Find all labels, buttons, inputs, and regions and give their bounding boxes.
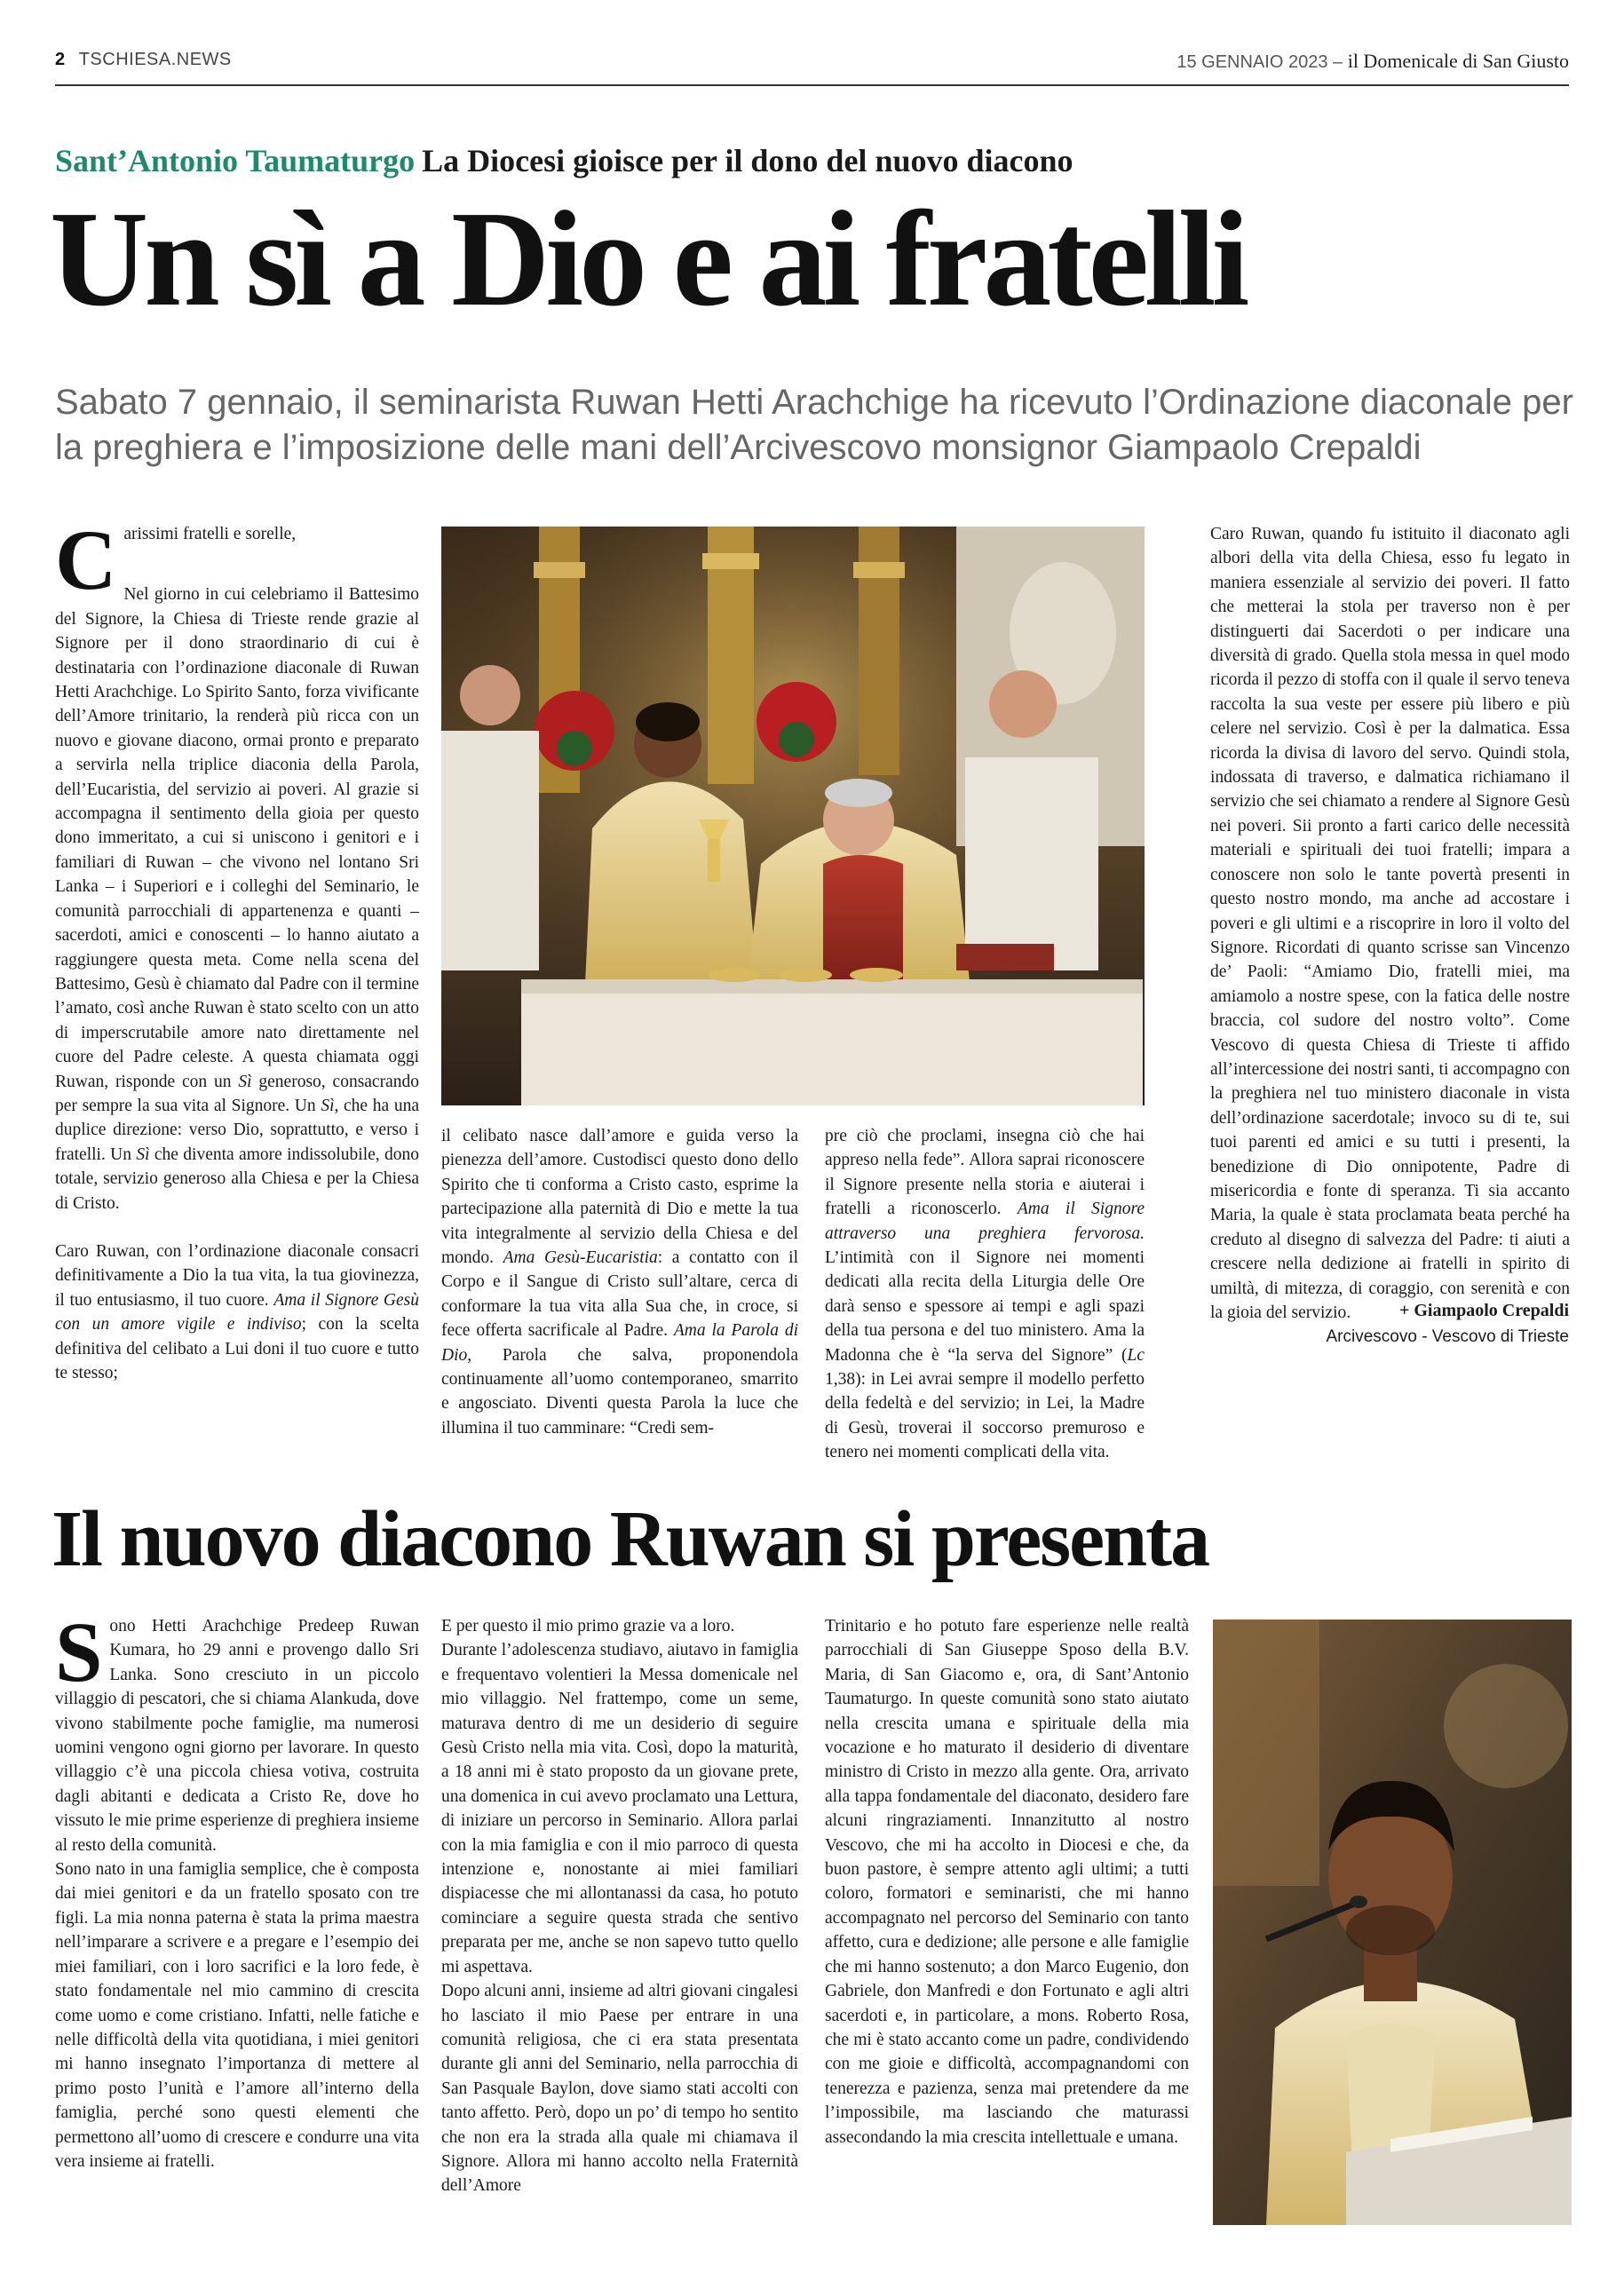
issue-info <box>1176 50 1569 73</box>
site-name: TSCHIESA.NEWS <box>78 50 232 69</box>
kicker <box>55 142 1073 179</box>
article-column-4 <box>1210 522 1570 1325</box>
paragraph: Caro Ruwan, quando fu istituito il diaconato agli albori della vita della Chiesa, esso fu legato in maniera essenziale al servizio dei poveri. Il fatto che metterai la stola per traverso non è per distinguerti dai Sacerdoti o per indicare una diversità di grado. Quella stola messa in quel modo ricorda il pezzo di stoffa con il quale il servo teneva raccolta la sua veste per essere più libero e più celere nel servizio. Così è per la dalmatica. Essa ricorda la divisa di lavoro del servo. Quindi stola, indossata di traverso, e dalmatica richiamano il servizio che sei chiamato a rendere al Signore Gesù nei poveri. Sii pronto a farti carico delle necessità materiali e spirituali dei tuoi fratelli; impara a conoscere non solo le tante povertà presenti in questo nostro mondo, ma anche ad accostare i poveri e gli ultimi e a riscoprire in loro il volto del Signore. Ricordati di quanto scrisse san Vincenzo de’ Paoli: “Amiamo Dio, fratelli miei, ma amiamolo a nostre spese, con la fatica delle nostre braccia, col sudore del nostro volto”. Come Vescovo di questa Chiesa di Trieste ti affido all’intercessione dei nostri santi, ti accompagno con la preghiera nel tuo ministero diaconale in vista dell’ordinazione sacerdotale; invoco su di te, sui tuoi parenti ed amici e su tutti i presenti, la benedizione di Dio onnipotente, Padre di misericordia e fonte di speranza. Ti sia accanto Maria, la quale è stata proclamata beata perché ha creduto al disegno di salvezza del Padre: ti aiuti a crescere nella dedizione ai fratelli in spirito di umiltà, di mitezza, di coraggio, con serenità e con la gioia del servizio. <box>1210 525 1570 1322</box>
signature-role: Arcivescovo - Vescovo di Trieste <box>1326 1327 1569 1346</box>
deacon-portrait-photo <box>1213 1620 1572 2225</box>
bio-column-2 <box>441 1614 798 2198</box>
paragraph: E per questo il mio primo grazie va a loro. <box>441 1617 735 1635</box>
paragraph: Nel giorno in cui celebriamo il Battesimo del Signore, la Chiesa di Trieste rende grazie al Signore per il dono straordinario di cui è destinataria con l’ordinazione diaconale di Ruwan Hetti Arachchige. Lo Spirito Santo, forza vivificante dell’Amore trinitario, la renderà più ricca con un nuovo e giovane diacono, ormai pronto e preparato a servirla nella triplice diaconia della Parola, dell’Eucaristia, del servizio ai poveri. Al grazie si accompagna il sentimento della gioia per questo dono immeritato, a cui si uniscono i genitori e i familiari di Ruwan – che vivono nel lontano Sri Lanka – i Superiori e i colleghi del Seminario, le comunità parrocchiali di appartenenza e quanti – sacerdoti, amici e conoscenti – lo hanno aiutato a raggiungere questa meta. Come nella scena del Battesimo, Gesù è chiamato dal Padre con il termine l’amato, così anche Ruwan è stato scelto con un atto di imperscrutabile amore nato direttamente nel cuore del Padre celeste. A questa chiamata oggi Ruwan, risponde con un Sì generoso, consacrando per sempre la sua vita al Signore. Un Sì, che ha una duplice direzione: verso Dio, soprattutto, e verso i fratelli. Un Sì che diventa amore indissolubile, dono totale, servizio generoso alla Chiesa e per la Chiesa di Cristo. <box>55 585 419 1213</box>
drop-cap: S <box>55 1604 103 1699</box>
paragraph: pre ciò che proclami, insegna ciò che hai appreso nella fede”. Allora saprai riconoscere il Signore presente nella storia e aiuterai i fratelli a riconoscerlo. Ama il Signore attraverso una preghiera fervorosa. L’intimità con il Signore nei momenti dedicati alla recita della Liturgia delle Ore darà senso e spessore ai tempi e agli spazi della tua persona e del tuo ministero. Ama la Madonna che è “la serva del Signore” (Lc 1,38): in Lei avrai sempre il modello perfetto della fedeltà e del servizio; in Lei, la Madre di Gesù, troverai il soccorso premuroso e tenero nei momenti complicati della vita. <box>825 1127 1145 1462</box>
deck: Sabato 7 gennaio, il seminarista Ruwan Hetti Arachchige ha ricevuto l’Ordinazione diaconale per la preghiera e l’imposizione delle mani dell’Arcivescovo monsignor Giampaolo Crepaldi <box>55 383 1573 467</box>
bio-column-1 <box>55 1604 419 2174</box>
article-column-2 <box>441 1124 798 1440</box>
article-column-3 <box>825 1124 1145 1465</box>
running-header <box>55 50 1569 82</box>
article-column-1 <box>55 512 419 1385</box>
headline: Un sì a Dio e ai fratelli <box>50 184 1246 335</box>
page-number: 2 <box>55 50 66 69</box>
kicker-text: La Diocesi gioisce per il dono del nuovo diacono <box>422 143 1073 178</box>
drop-cap: C <box>55 512 117 607</box>
issue-date: 15 GENNAIO 2023 <box>1176 52 1328 72</box>
header-rule <box>55 84 1569 86</box>
publication-name: il Domenicale di San Giusto <box>1347 50 1569 72</box>
section-tag: Sant’Antonio Taumaturgo <box>55 143 416 178</box>
ordination-photo <box>441 527 1145 1105</box>
separator: – <box>1333 52 1343 72</box>
paragraph: Caro Ruwan, con l’ordinazione diaconale consacri definitivamente a Dio la tua vita, la tua giovinezza, il tuo entusiasmo, il tuo cuore. Ama il Signore Gesù con un amore vigile e indiviso; con la scelta definitiva del celibato a Lui doni il tuo cuore e tutto te stesso; <box>55 1241 419 1382</box>
paragraph: il celibato nasce dall’amore e guida verso la pienezza dell’amore. Custodisci questo dono dello Spirito che ti conforma a Cristo casto, esprime la partecipazione alla paternità di Dio e mette la tua vita integralmente al servizio della Chiesa e del mondo. Ama Gesù-Eucaristia: a contatto con il Corpo e il Sangue di Cristo sull’altare, cerca di conformare la tua vita alla Sua che, in croce, si fece offerta sacrificale al Padre. Ama la Parola di Dio, Parola che salva, proponendola continuamente all’uomo contemporaneo, smarrito e angosciato. Diventi questa Parola la luce che illumina il tuo camminare: “Credi sem- <box>441 1127 799 1437</box>
second-headline: Il nuovo diacono Ruwan si presenta <box>51 1495 1209 1583</box>
bio-column-3 <box>825 1614 1189 2150</box>
signature-name: + Giampaolo Crepaldi <box>1398 1301 1569 1320</box>
greeting: arissimi fratelli e sorelle, <box>123 525 297 543</box>
paragraph: Trinitario e ho potuto fare esperienze nelle realtà parrocchiali di San Giuseppe Sposo della B.V. Maria, di San Giacomo e, ora, di Sant’Antonio Taumaturgo. In queste comunità sono stato aiutato nella crescita umana e spirituale della mia vocazione e ho maturato il desiderio di diventare ministro di Cristo in mezzo alla gente. Ora, arrivato alla tappa fondamentale del diaconato, desidero fare alcuni ringraziamenti. Innanzitutto al nostro Vescovo, che mi ha accolto in Diocesi e che, da buon pastore, è sempre attento agli ultimi; a tutti coloro, formatori e seminaristi, che mi hanno accompagnato nel percorso del Seminario con tanto affetto, cura e dedizione; alle persone e alle famiglie che mi hanno sostenuto; a don Marco Eugenio, don Gabriele, don Manfredi e don Fortunato e agli altri sacerdoti e, in particolare, a mons. Roberto Rosa, che mi è stato accanto come un padre, condividendo con me gioie e difficoltà, accompagnandomi con tenerezza e pazienza, senza mai pretendere da me l’impossibile, ma lasciando che maturassi assecondando la mia crescita intellettuale e umana. <box>825 1617 1189 2147</box>
paragraph: Sono nato in una famiglia semplice, che è composta dai miei genitori e da un fratello sposato con tre figli. La mia nonna paterna è stata la prima maestra nell’imparare a scrivere e a pregare e l’esempio dei miei familiari, con i loro sacrifici e la loro fede, è stato fondamentale nel mio cammino di crescita come uomo e come cristiano. Infatti, nelle fatiche e nelle difficoltà della vita quotidiana, i miei genitori mi hanno insegnato l’importanza di mettere al primo posto l’unità e l’amore all’interno della famiglia, perché sono questi elementi che permettono all’uomo di crescere e condurre una vita vera insieme ai fratelli. <box>55 1860 419 2171</box>
paragraph: Durante l’adolescenza studiavo, aiutavo in famiglia e frequentavo volentieri la Messa domenicale nel mio villaggio. Nel frattempo, come un seme, maturava dentro di me un desiderio di seguire Gesù Cristo nella mia vita. Così, dopo la maturità, a 18 anni mi è stato proposto da un giovane prete, una domenica in cui avevo proclamato una Lettura, di iniziare un percorso in Seminario. Allora parlai con la mia famiglia e con il mio parroco di questa intenzione e, nonostante ai miei familiari dispiacesse che mi allontanassi da casa, ho potuto cominciare a seguire questa strada che sentivo preparata per me, anche se non sapevo tutto quello mi aspettava. <box>441 1641 798 1976</box>
signature <box>1327 1298 1570 1350</box>
paragraph: ono Hetti Arachchige Predeep Ruwan Kumara, ho 29 anni e provengo dallo Sri Lanka. Sono cresciuto in un piccolo villaggio di pescatori, che si chiama Alankuda, dove vivono stabilmente poche famiglie, ma numerosi uomini vengono ogni giorno per lavorare. In questo villaggio c’è una piccola chiesa votiva, costruita dagli abitanti e dedicata a Cristo Re, dove ho vissuto le mie prime esperienze di preghiera insieme al resto della comunità. <box>55 1617 419 1855</box>
paragraph: Dopo alcuni anni, insieme ad altri giovani cingalesi ho lasciato il mio Paese per entrare in una comunità religiosa, che ci era stata presentata durante gli anni del Seminario, nella parrocchia di San Pasquale Baylon, dove siamo stati accolti con tanto affetto. Però, dopo un po’ di tempo ho sentito che non era la strada alla quale mi chiamava il Signore. Allora mi hanno accolto nella Fraternità dell’Amore <box>441 1982 798 2196</box>
